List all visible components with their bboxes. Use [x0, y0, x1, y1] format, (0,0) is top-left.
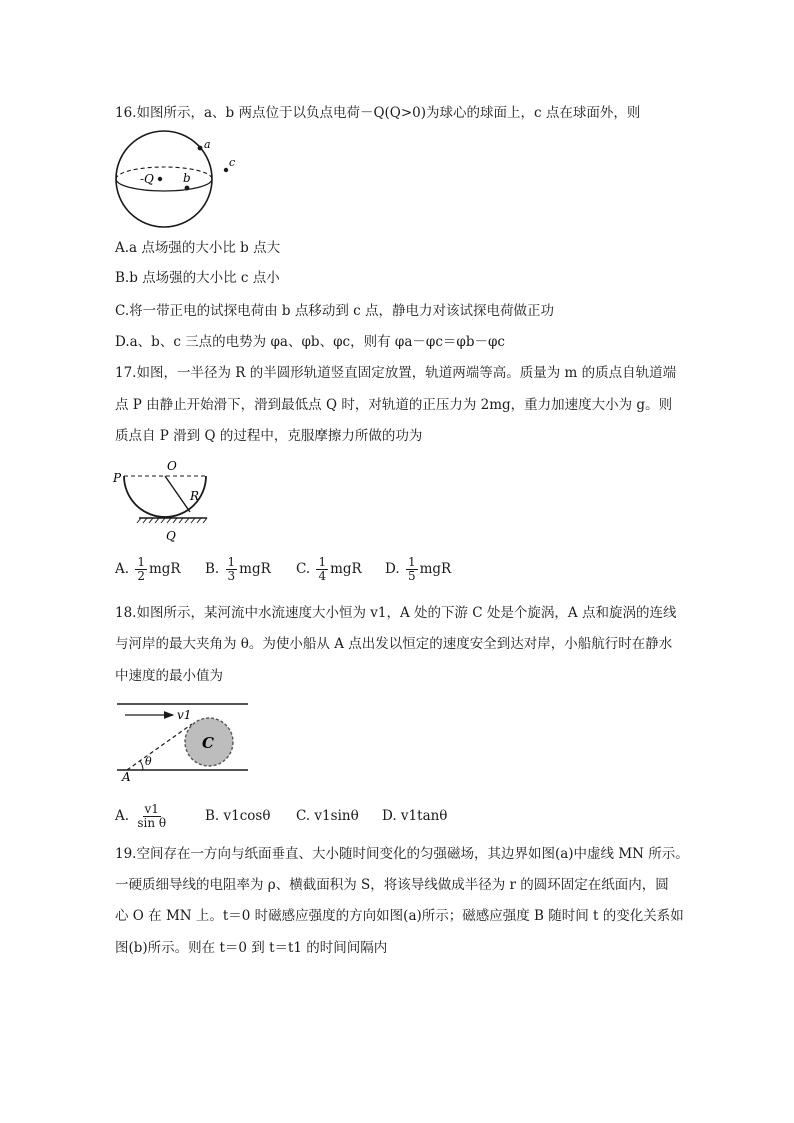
q17-option-c: C. $\frac{1}{4}$ mgR — [296, 555, 362, 583]
q16-stem: 16.如图所示，a、b 两点位于以负点电荷－Q(Q>0)为球心的球面上，c 点在球面外，则 — [115, 105, 641, 121]
q18-option-c: C. v1sinθ — [296, 808, 359, 824]
q17-stem-line-1: 17.如图，一半径为 R 的半圆形轨道竖直固定放置，轨道两端等高。质量为 m 的质点自轨道端 — [115, 365, 677, 381]
q17-track-figure — [113, 456, 213, 546]
q16-sphere-figure — [113, 128, 253, 232]
q18-label-a: A — [122, 770, 131, 782]
q16-option-b: B.b 点场强的大小比 c 点小 — [115, 270, 280, 286]
q19-stem-line-1: 19.空间存在一方向与纸面垂直、大小随时间变化的匀强磁场，其边界如图(a)中虚线 MN 所示。 — [115, 846, 689, 862]
q17-option-d: D. $\frac{1}{5}$ mgR — [385, 555, 452, 583]
q19-stem-line-4: 图(b)所示。则在 t＝0 到 t＝t1 的时间间隔内 — [115, 940, 388, 956]
q16-label-b: b — [183, 171, 191, 185]
q18-stem-line-3: 中速度的最小值为 — [115, 668, 223, 684]
q17-label-r: R — [190, 489, 200, 503]
q18-stem-line-2: 与河岸的最大夹角为 θ。为使小船从 A 点出发以恒定的速度安全到达对岸，小船航行时在静水 — [115, 636, 673, 652]
q16-label-c: c — [229, 156, 236, 169]
q16-label-a: a — [204, 138, 211, 151]
q16-option-c: C.将一带正电的试探电荷由 b 点移动到 c 点，静电力对该试探电荷做正功 — [115, 303, 555, 319]
q18-label-theta: θ — [145, 755, 152, 768]
q18-option-b: B. v1cosθ — [205, 808, 271, 824]
q16-option-d: D.a、b、c 三点的电势为 φa、φb、φc，则有 φa－φc＝φb－φc — [115, 334, 505, 350]
q18-label-v1: v1 — [177, 708, 192, 722]
q18-option-d: D. v1tanθ — [382, 808, 448, 824]
q18-river-figure — [113, 698, 253, 782]
q17-option-a: A. $\frac{1}{2}$ mgR — [115, 555, 181, 583]
q17-stem-line-3: 质点自 P 滑到 Q 的过程中，克服摩擦力所做的功为 — [115, 428, 423, 444]
q17-label-o: O — [167, 459, 177, 473]
q16-option-a: A.a 点场强的大小比 b 点大 — [115, 240, 281, 256]
q18-label-c: C — [202, 734, 214, 752]
q19-stem-line-3: 心 O 在 MN 上。t＝0 时磁感应强度的方向如图(a)所示；磁感应强度 B 随时间 t 的变化关系如 — [115, 908, 684, 924]
q19-stem-line-2: 一硬质细导线的电阻率为 ρ、横截面积为 S，将该导线做成半径为 r 的圆环固定在纸面内，圆 — [115, 877, 669, 893]
q17-label-p: P — [113, 471, 122, 485]
q18-option-a: A. $\frac{v1}{\text{sin θ}}$ — [115, 802, 167, 830]
q17-stem-line-2: 点 P 由静止开始滑下，滑到最低点 Q 时，对轨道的正压力为 2mg，重力加速度大小为 g。则 — [115, 397, 673, 413]
q17-label-q: Q — [166, 529, 176, 543]
q17-option-b: B. $\frac{1}{3}$ mgR — [205, 555, 271, 583]
q16-label-charge: -Q — [140, 172, 154, 186]
q18-stem-line-1: 18.如图所示，某河流中水流速度大小恒为 v1，A 处的下游 C 处是个旋涡，A 点和旋涡的连线 — [115, 605, 677, 621]
